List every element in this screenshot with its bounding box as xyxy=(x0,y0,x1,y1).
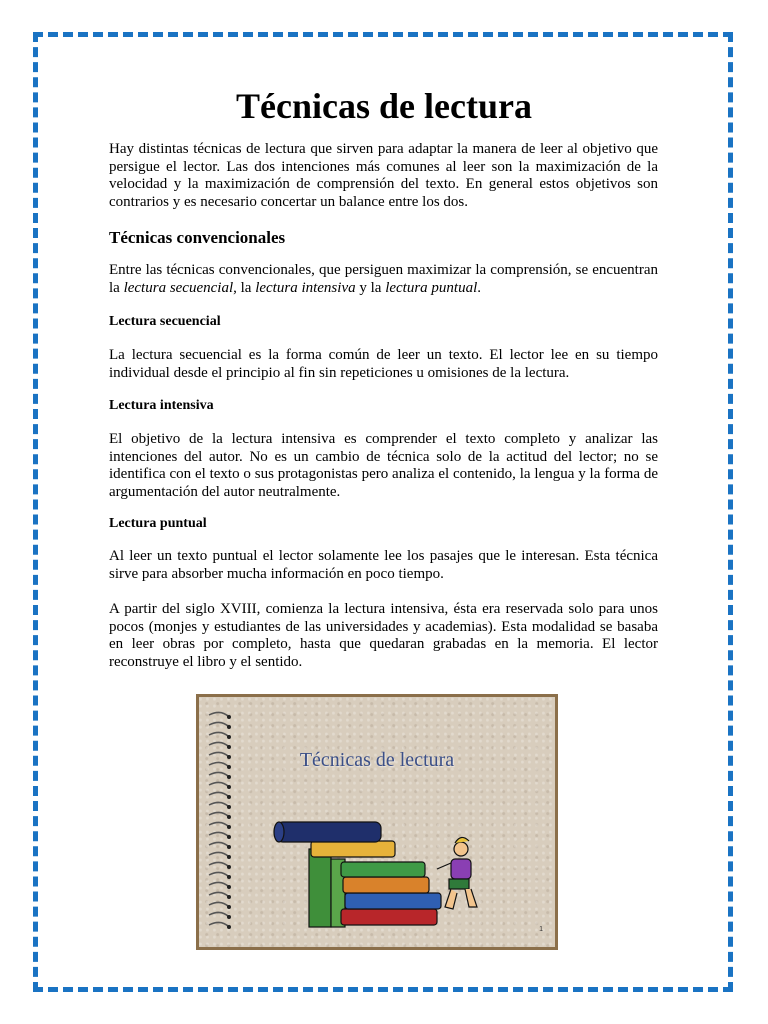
slide-page-number: 1 xyxy=(539,926,543,933)
history-paragraph: A partir del siglo XVIII, comienza la lectura intensiva, ésta era reservada solo para unos pocos (monjes y estudiantes de las universidades y academias). Esta modalidad se basaba en leer obras por completo, hasta que quedaran grabadas en la memoria. El lector reconstruye el libro y el sentido. xyxy=(109,601,658,670)
heading-lectura-puntual: Lectura puntual xyxy=(109,516,207,531)
conventional-paragraph xyxy=(109,262,658,297)
slide-title: Técnicas de lectura xyxy=(299,749,455,771)
puntual-paragraph: Al leer un texto puntual el lector solamente lee los pasajes que le interesan. Esta técnica sirve para absorber mucha información en poco tiempo. xyxy=(109,548,658,582)
heading-lectura-intensiva: Lectura intensiva xyxy=(109,398,214,413)
conventional-text-1: Entre las técnicas convencionales, que persiguen maximizar la comprensión, se encuentran la xyxy=(109,262,658,296)
books-stack-illustration xyxy=(271,807,491,932)
conventional-end: . xyxy=(477,279,482,296)
page-title: Técnicas de lectura xyxy=(236,86,532,126)
heading-lectura-secuencial: Lectura secuencial xyxy=(109,314,221,329)
intro-paragraph: Hay distintas técnicas de lectura que sirven para adaptar la manera de leer al objetivo que persigue el lector. Las dos intenciones más comunes al leer son la maximización de la velocidad y la maximización de comprensión del texto. En general estos objetivos son contrarios y es necesario concertar un balance entre los dos. xyxy=(109,141,658,210)
term-lectura-puntual: lectura puntual xyxy=(385,279,478,296)
slide-image xyxy=(196,694,558,950)
conventional-sep-2: y la xyxy=(355,279,386,296)
secuencial-paragraph: La lectura secuencial es la forma común de leer un texto. El lector lee en su tiempo individual desde el principio al fin sin repeticiones u omisiones de la lectura. xyxy=(109,347,658,381)
section-heading-conventional: Técnicas convencionales xyxy=(109,228,286,247)
spiral-binding-icon xyxy=(205,705,235,941)
term-lectura-secuencial: lectura secuencial xyxy=(123,279,234,296)
intensiva-paragraph: El objetivo de la lectura intensiva es comprender el texto completo y analizar las intenciones del autor. No es un cambio de técnica solo de la actitud del lector; no se identifica con el texto o sus protagonistas pero analiza el contenido, la lengua y la forma de argumentación del autor neutralmente. xyxy=(109,431,658,500)
term-lectura-intensiva: lectura intensiva xyxy=(255,279,356,296)
conventional-sep-1: , la xyxy=(233,279,256,296)
